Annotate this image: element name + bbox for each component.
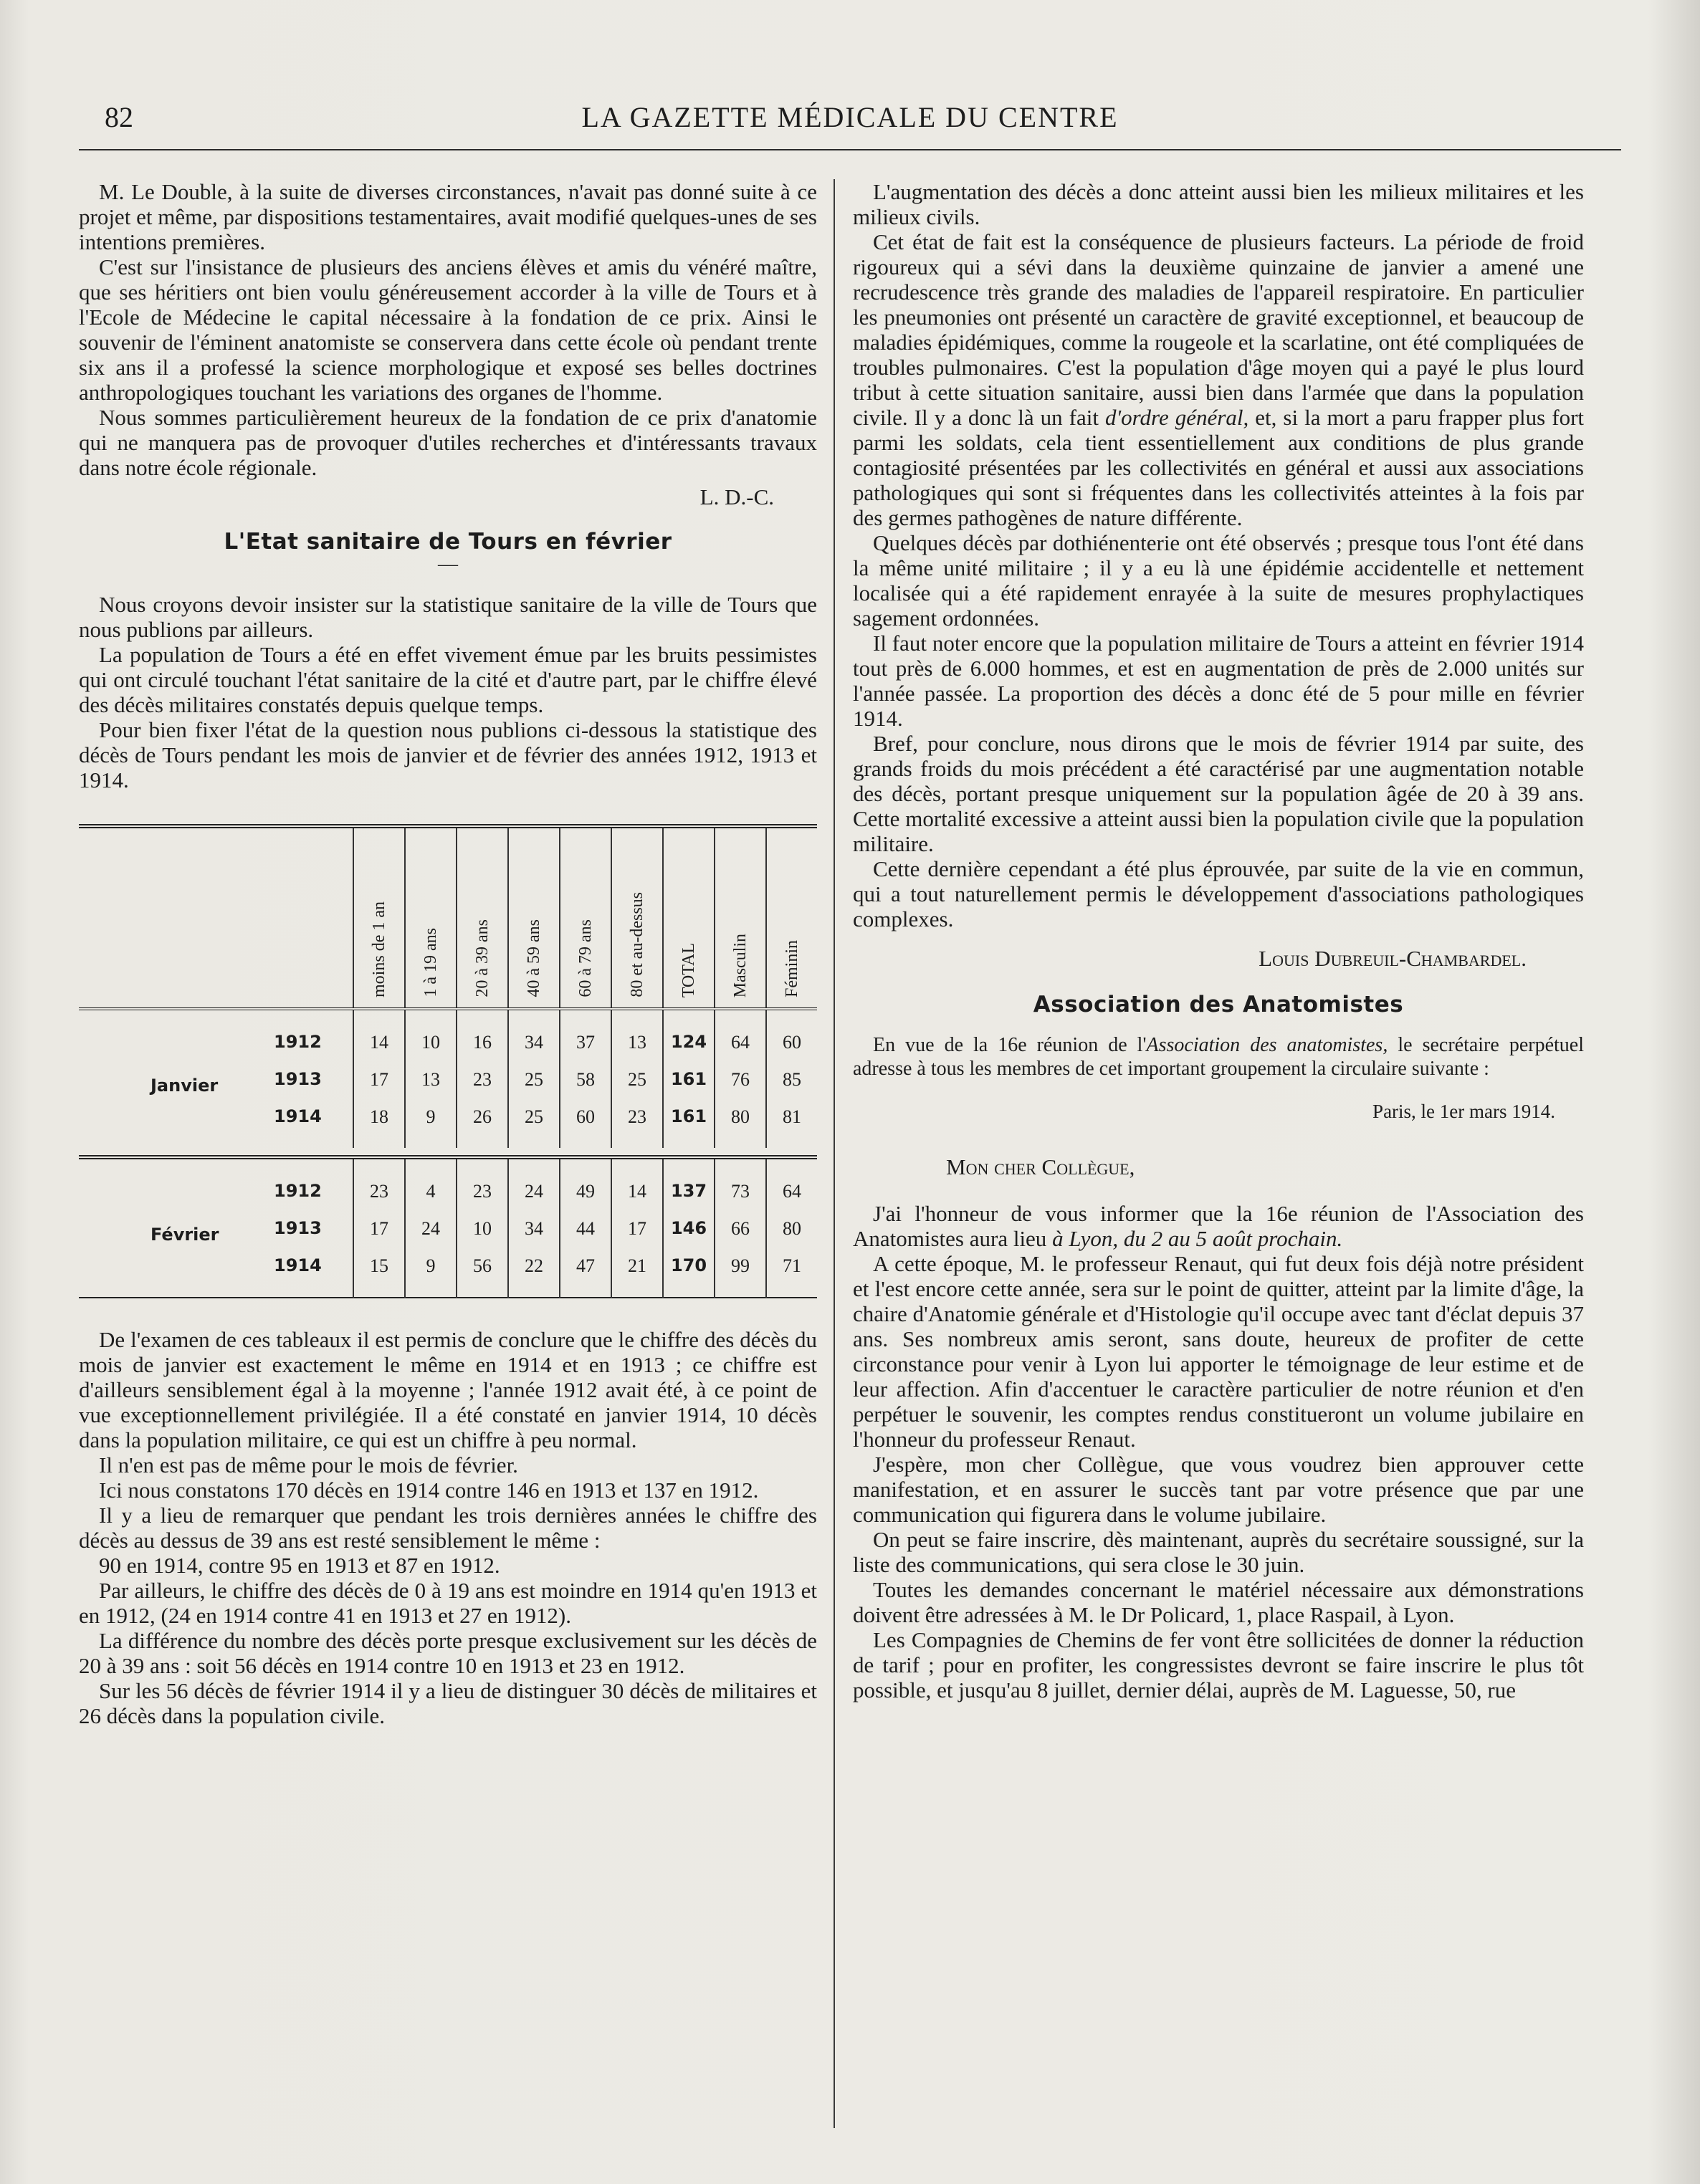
table-cell: 37 [560, 1009, 611, 1060]
column-header: 40 à 59 ans [508, 826, 560, 1009]
total-cell: 137 [663, 1157, 715, 1210]
table-cell: 25 [611, 1060, 663, 1098]
column-header: 1 à 19 ans [405, 826, 457, 1009]
table-cell: 14 [353, 1009, 405, 1060]
column-header: 60 à 79 ans [560, 826, 611, 1009]
paragraph: Nous sommes particulièrement heureux de la fondation de ce prix d'anatomie qui ne manquera pas de provoquer d'utiles recherches et d'intéressants travaux dans notre école régionale. [79, 405, 817, 480]
journal-title: LA GAZETTE MÉDICALE DU CENTRE [581, 101, 1119, 133]
signature-initials: L. D.-C. [699, 484, 774, 509]
paragraph: 90 en 1914, contre 95 en 1913 et 87 en 1912. [99, 1553, 500, 1578]
paragraph: La différence du nombre des décès porte presque exclusivement sur les décès de 20 à 39 ans : soit 56 décès en 1914 contre 10 en 1913 et 23 en 1912. [79, 1628, 817, 1678]
paragraph: Nous croyons devoir insister sur la statistique sanitaire de la ville de Tours que nous publions par ailleurs. [79, 592, 817, 642]
table-cell: 17 [611, 1210, 663, 1247]
table-cell: 16 [457, 1009, 508, 1060]
table-cell: 58 [560, 1060, 611, 1098]
column-header: Masculin [715, 826, 766, 1009]
table-header-row [79, 826, 817, 1009]
year-cell: 1912 [274, 1031, 322, 1052]
total-cell: 161 [663, 1060, 715, 1098]
table-corner [79, 826, 353, 1009]
table-cell: 34 [508, 1009, 560, 1060]
paragraph: Sur les 56 décès de février 1914 il y a lieu de distinguer 30 décès de militaires et 26 décès dans la population civile. [79, 1678, 817, 1728]
paragraph: Quelques décès par dothiénenterie ont été observés ; presque tous l'ont été dans la même unité militaire ; il y a eu là une épidémie accidentelle et nettement localisée qui a été rapidement enrayée à la suite de mesures prophylactiques sagement ordonnées. [853, 530, 1584, 631]
paragraph: J'espère, mon cher Collègue, que vous voudrez bien approuver cette manifestation, et en assurer le succès tant par votre présence que par une communication qui figurera dans le volume jubilaire. [853, 1452, 1584, 1527]
paragraph: Cette dernière cependant a été plus éprouvée, par suite de la vie en commun, qui a tout naturellement permis le développement d'associations pathologiques complexes. [853, 856, 1584, 931]
table-cell: 66 [715, 1210, 766, 1247]
table-cell: 23 [457, 1157, 508, 1210]
table-cell: 73 [715, 1157, 766, 1210]
table-cell: 24 [405, 1210, 457, 1247]
column-header: Féminin [766, 826, 817, 1009]
paragraph: Par ailleurs, le chiffre des décès de 0 à 19 ans est moindre en 1914 qu'en 1913 et en 1912, (24 en 1914 contre 41 en 1913 et 27 en 1912). [79, 1578, 817, 1628]
paragraph: Les Compagnies de Chemins de fer vont être sollicitées de donner la réduction de tarif ; pour en profiter, les congressistes devront se faire inscrire le plus tôt possible, et jusqu'au 8 juillet, dernier délai, auprès de M. Laguesse, 50, rue [853, 1627, 1584, 1702]
page-header [79, 100, 1621, 143]
total-cell: 161 [663, 1098, 715, 1148]
table-cell: 64 [766, 1157, 817, 1210]
table-separator [79, 1148, 817, 1157]
table-cell: 56 [457, 1247, 508, 1298]
year-cell: 1913 [274, 1217, 322, 1238]
table-cell: 24 [508, 1157, 560, 1210]
table-cell: 80 [766, 1210, 817, 1247]
table-cell: 60 [560, 1098, 611, 1148]
table-cell: 18 [353, 1098, 405, 1148]
table-cell: 10 [405, 1009, 457, 1060]
paragraph: C'est sur l'insistance de plusieurs des anciens élèves et amis du vénéré maître, que ses héritiers ont bien voulu généreusement accorder à la ville de Tours et à l'Ecole de Médecine le capital nécessaire à la fondation de ce prix. Ainsi le souvenir de l'éminent anatomiste se conservera dans cette école où pendant trente six ans il a professé la science morphologique et exposé ses belles doctrines anthropologiques touchant les variations des organes de l'homme. [79, 254, 817, 405]
table-cell: 81 [766, 1098, 817, 1148]
left-column [79, 179, 817, 1728]
table-cell: 44 [560, 1210, 611, 1247]
paragraph: Il n'en est pas de même pour le mois de février. [99, 1452, 518, 1477]
column-header: moins de 1 an [353, 826, 405, 1009]
table-cell: 22 [508, 1247, 560, 1298]
month-label-fevrier: Février [151, 1224, 219, 1245]
table-row [79, 1157, 817, 1210]
total-cell: 170 [663, 1247, 715, 1298]
section-heading-etat-sanitaire: L'Etat sanitaire de Tours en février [224, 529, 672, 555]
paragraph: On peut se faire inscrire, dès maintenant, auprès du secrétaire soussigné, sur la liste des communications, qui sera close le 30 juin. [853, 1527, 1584, 1577]
paragraph: Toutes les demandes concernant le matériel nécessaire aux démonstrations doivent être adressées à M. le Dr Policard, 1, place Raspail, à Lyon. [853, 1577, 1584, 1627]
paragraph: De l'examen de ces tableaux il est permis de conclure que le chiffre des décès du mois de janvier est exactement le même en 1914 et en 1913 ; ce chiffre est d'ailleurs sensiblement égal à la moyenne ; l'année 1912 avait été, à ce point de vue exceptionnellement privilégiée. Il a été constaté en janvier 1914, 10 décès dans la population militaire, ce qui est un chiffre à peu normal. [79, 1327, 817, 1452]
year-cell: 1914 [274, 1106, 322, 1126]
table-cell: 17 [353, 1210, 405, 1247]
table-cell: 10 [457, 1210, 508, 1247]
right-column [853, 179, 1584, 1702]
year-cell: 1914 [274, 1255, 322, 1275]
page-number: 82 [105, 101, 133, 133]
year-cell: 1912 [274, 1180, 322, 1201]
table-cell: 9 [405, 1247, 457, 1298]
paragraph: Bref, pour conclure, nous dirons que le mois de février 1914 par suite, des grands froids du mois précédent a été caractérisé par une augmentation notable des décès, portant presque uniquement sur la population âgée de 20 à 39 ans. Cette mortalité excessive a atteint aussi bien la population civile que la population militaire. [853, 731, 1584, 856]
month-label-janvier: Janvier [151, 1075, 219, 1096]
heading-dash: — [438, 553, 458, 575]
paragraph: J'ai l'honneur de vous informer que la 16e réunion de l'Association des Anatomistes aura lieu à Lyon, du 2 au 5 août prochain. [853, 1201, 1584, 1251]
table-cell: 14 [611, 1157, 663, 1210]
table-cell: 13 [405, 1060, 457, 1098]
paragraph: Ici nous constatons 170 décès en 1914 contre 146 en 1913 et 137 en 1912. [99, 1477, 759, 1503]
table-cell: 64 [715, 1009, 766, 1060]
table-cell: 71 [766, 1247, 817, 1298]
table-cell: 26 [457, 1098, 508, 1148]
table-cell: 9 [405, 1098, 457, 1148]
year-cell: 1913 [274, 1068, 322, 1089]
column-header: 80 et au-dessus [611, 826, 663, 1009]
table-cell: 23 [353, 1157, 405, 1210]
table-cell: 21 [611, 1247, 663, 1298]
paragraph: Pour bien fixer l'état de la question nous publions ci-dessous la statistique des décès de Tours pendant les mois de janvier et de février des années 1912, 1913 et 1914. [79, 717, 817, 792]
paragraph: Il y a lieu de remarquer que pendant les trois dernières années le chiffre des décès au dessus de 39 ans est resté sensiblement le même : [79, 1503, 817, 1553]
header-rule [79, 149, 1621, 150]
table-cell: 60 [766, 1009, 817, 1060]
table-cell: 25 [508, 1060, 560, 1098]
table-row [79, 1009, 817, 1060]
table-cell: 23 [611, 1098, 663, 1148]
paragraph: M. Le Double, à la suite de diverses circonstances, n'avait pas donné suite à ce projet et même, par dispositions testamentaires, avait modifié quelques-unes de ses intentions premières. [79, 179, 817, 254]
table-cell: 4 [405, 1157, 457, 1210]
table-cell: 13 [611, 1009, 663, 1060]
table-cell: 47 [560, 1247, 611, 1298]
table-cell: 23 [457, 1060, 508, 1098]
table-cell: 99 [715, 1247, 766, 1298]
paragraph: A cette époque, M. le professeur Renaut, qui fut deux fois déjà notre président et l'est encore cette année, sera sur le point de quitter, atteint par la limite d'âge, la chaire d'Anatomie générale et d'Histologie qu'il occupe avec tant d'éclat depuis 37 ans. Ses nombreux amis seront, sans doute, heureux de profiter de cette circonstance pour venir à Lyon lui apporter le témoignage de leur estime et de leur affection. Afin d'accentuer le caractère particulier de notre réunion et d'en perpétuer le souvenir, les comptes rendus constitueront un volume jubilaire en l'honneur du professeur Renaut. [853, 1251, 1584, 1452]
letter-date: Paris, le 1er mars 1914. [1372, 1101, 1555, 1122]
letter-salutation: Mon cher Collègue, [946, 1154, 1135, 1179]
column-header: TOTAL [663, 826, 715, 1009]
table-cell: 17 [353, 1060, 405, 1098]
table-cell: 80 [715, 1098, 766, 1148]
table-cell: 49 [560, 1157, 611, 1210]
intro-paragraph: En vue de la 16e réunion de l'Association des anatomistes, le secrétaire perpétuel adresse à tous les membres de cet important groupement la circulaire suivante : [853, 1034, 1584, 1080]
author-signature: Louis Dubreuil-Chambardel. [1259, 946, 1527, 971]
paragraph: Cet état de fait est la conséquence de plusieurs facteurs. La période de froid rigoureux qui a sévi dans la deuxième quinzaine de janvier a amené une recrudescence très grande des maladies de l'appareil respiratoire. En particulier les pneumonies ont présenté un caractère de gravité exceptionnel, et beaucoup de maladies épidémiques, comme la rougeole et la scarlatine, ont été compliquées de troubles pulmonaires. C'est la population d'âge moyen qui a payé le plus lourd tribut à cette situation sanitaire, aussi bien dans l'armée que dans la population civile. Il y a donc là un fait d'ordre général, et, si la mort a paru frapper plus fort parmi les soldats, cela tient essentiellement aux conditions de plus grande contagiosité présentées par les collectivités en général et aussi aux associations pathologiques qui sont si fréquentes dans les collectivités atteintes à la fois par des germes pathogènes de nature différente. [853, 229, 1585, 530]
section-heading-association: Association des Anatomistes [1033, 992, 1404, 1017]
paragraph: Il faut noter encore que la population militaire de Tours a atteint en février 1914 tout près de 6.000 hommes, et est en augmentation de près de 2.000 unités sur l'année passée. La proportion des décès a donc été de 5 pour mille en février 1914. [853, 631, 1584, 731]
paragraph: L'augmentation des décès a donc atteint aussi bien les milieux militaires et les milieux civils. [853, 179, 1584, 229]
death-statistics-table [79, 824, 817, 1298]
total-cell: 124 [663, 1009, 715, 1060]
table-cell: 25 [508, 1098, 560, 1148]
paragraph: La population de Tours a été en effet vivement émue par les bruits pessimistes qui ont circulé touchant l'état sanitaire de la cité et d'autre part, par le chiffre élevé des décès militaires constatés depuis quelque temps. [79, 642, 817, 717]
column-rule [834, 179, 835, 2128]
table-cell: 85 [766, 1060, 817, 1098]
table-cell: 15 [353, 1247, 405, 1298]
table-cell: 34 [508, 1210, 560, 1247]
total-cell: 146 [663, 1210, 715, 1247]
table-cell: 76 [715, 1060, 766, 1098]
column-header: 20 à 39 ans [457, 826, 508, 1009]
